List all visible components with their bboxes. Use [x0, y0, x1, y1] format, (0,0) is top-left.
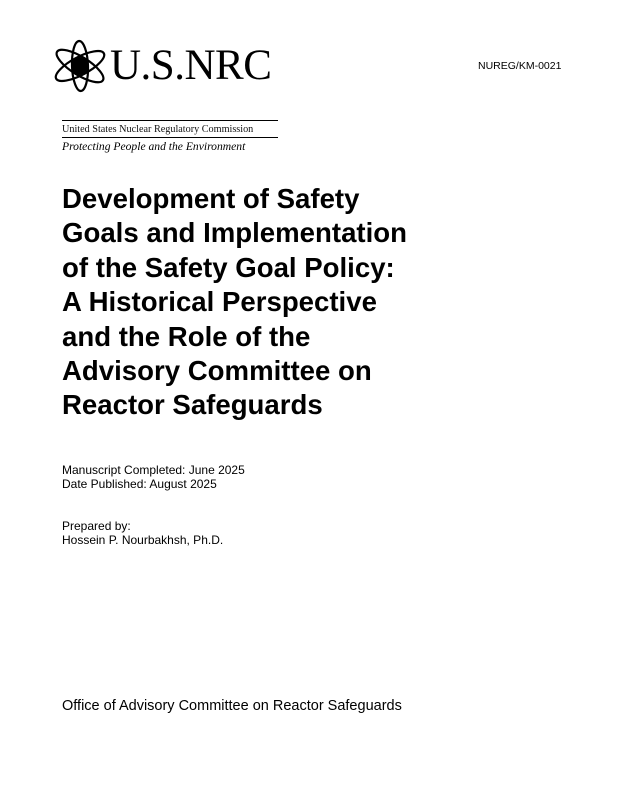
date-published: Date Published: August 2025: [62, 477, 217, 491]
atom-icon: [48, 36, 114, 96]
logo-divider-lower: [62, 137, 278, 138]
publication-dates: [62, 463, 245, 491]
report-number: NUREG/KM-0021: [478, 60, 562, 72]
issuing-office: Office of Advisory Committee on Reactor Safeguards: [62, 698, 402, 714]
prepared-by-label: Prepared by:: [62, 519, 131, 533]
logo-tagline: Protecting People and the Environment: [62, 140, 246, 153]
author-name: Hossein P. Nourbakhsh, Ph.D.: [62, 533, 224, 547]
nrc-logo: [48, 36, 278, 153]
logo-name: U.S.NRC: [110, 42, 272, 89]
logo-divider: [62, 120, 278, 121]
document-title: Development of Safety Goals and Implementation of the Safety Goal Policy: A Historical Perspective and the Role of the Advisory Committee on Reactor Safeguards: [62, 183, 407, 421]
prepared-by: [62, 519, 223, 547]
manuscript-completed: Manuscript Completed: June 2025: [62, 463, 245, 477]
logo-subtitle: United States Nuclear Regulatory Commission: [62, 124, 254, 135]
